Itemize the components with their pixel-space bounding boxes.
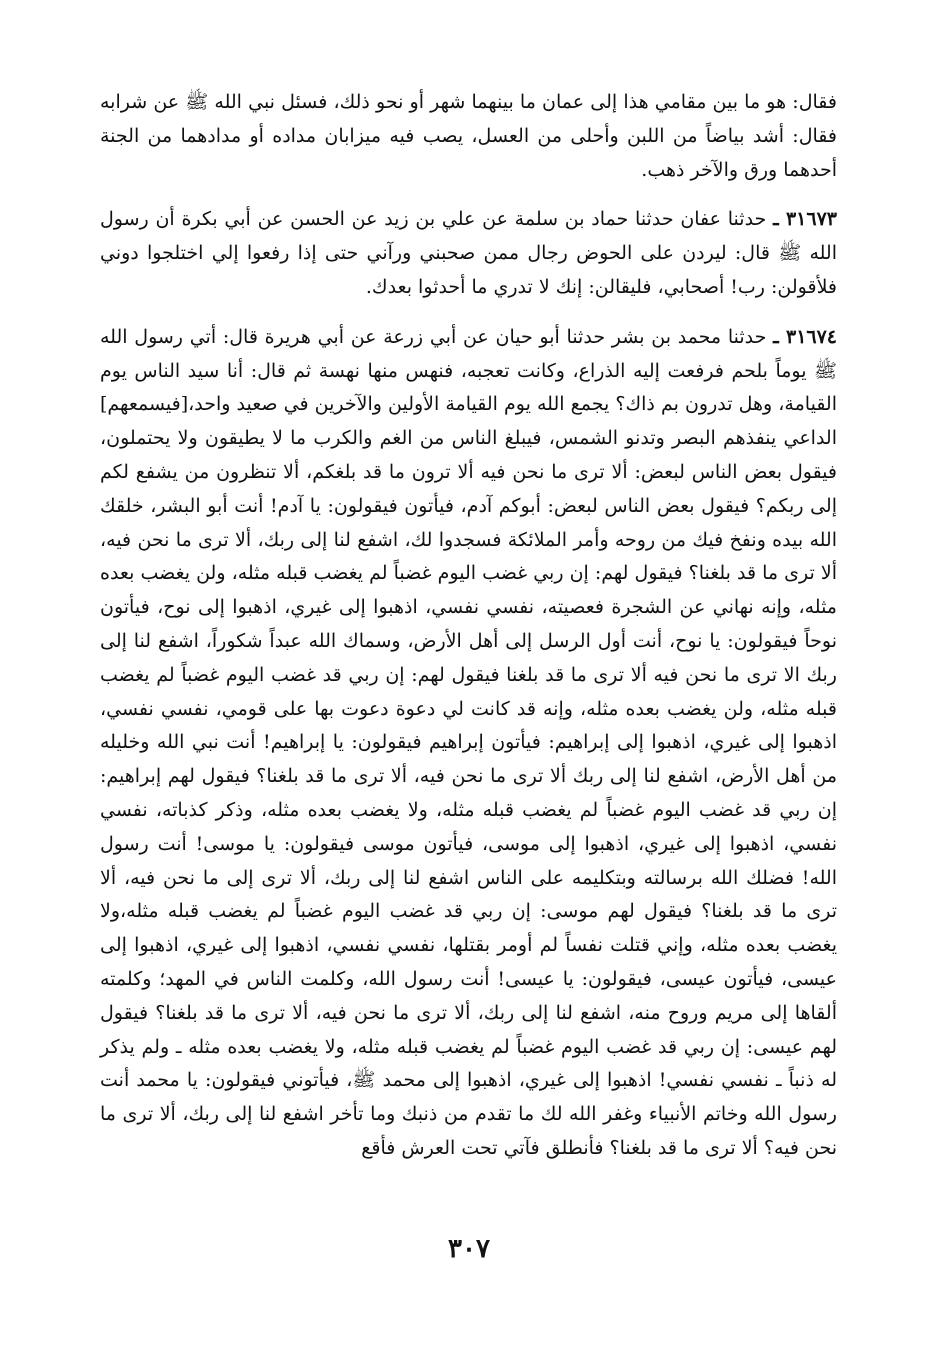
hadith-number: ٣١٦٧٣ ـ <box>773 208 837 231</box>
paragraph-text: حدثنا عفان حدثنا حماد بن سلمة عن علي بن زيد عن الحسن عن أبي بكرة أن رسول الله ﷺ قال: ليردن على الحوض رجال ممن صحبني ورآني حتى إذا رفعوا إلي اختلجوا دوني فلأقولن: رب! أصحابي، فليقالن: إنك لا تدري ما أحدثوا بعدك. <box>100 208 837 298</box>
page-text <box>100 86 837 1166</box>
hadith-31674 <box>100 321 837 1166</box>
paragraph-text: فقال: هو ما بين مقامي هذا إلى عمان ما بينهما شهر أو نحو ذلك، فسئل نبي الله ﷺ عن شرابه فقال: أشد بياضاً من اللبن وأحلى من العسل، يصب فيه ميزابان مداده أو مدادهما من الجنة أحدهما ورق والآخر ذهب. <box>100 91 837 181</box>
paragraph-continuation <box>100 86 837 187</box>
paragraph-text: حدثنا محمد بن بشر حدثنا أبو حيان عن أبي زرعة عن أبي هريرة قال: أتي رسول الله ﷺ يوماً بلحم فرفعت إليه الذراع، وكانت تعجبه، فنهس منها نهسة ثم قال: أنا سيد الناس يوم القيامة، وهل تدرون بم ذاك؟ يجمع الله يوم القيامة الأولين والآخرين في صعيد واحد،[فيسمعهم] الداعي ينفذهم البصر وتدنو الشمس، فيبلغ الناس من الغم والكرب ما لا يطيقون ولا يحتملون، فيقول بعض الناس لبعض: ألا ترى ما نحن فيه ألا ترون ما قد بلغكم، ألا تنظرون من يشفع لكم إلى ربكم؟ فيقول بعض الناس لبعض: أبوكم آدم، فيأتون فيقولون: يا آدم! أنت أبو البشر، خلقك الله بيده ونفخ فيك من روحه وأمر الملائكة فسجدوا لك، اشفع لنا إلى ربك، ألا ترى ما نحن فيه، ألا ترى ما قد بلغنا؟ فيقول لهم: إن ربي غضب اليوم غضباً لم يغضب قبله مثله، ولن يغضب بعده مثله، وإنه نهاني عن الشجرة فعصيته، نفسي نفسي، اذهبوا إلى غيري، اذهبوا إلى نوح، فيأتون نوحاً فيقولون: يا نوح، أنت أول الرسل إلى أهل الأرض، وسماك الله عبداً شكوراً، اشفع لنا إلى ربك الا ترى ما نحن فيه ألا ترى ما قد بلغنا فيقول لهم: إن ربي قد غضب اليوم غضباً لم يغضب قبله مثله، ولن يغضب بعده مثله، وإنه قد كانت لي دعوة دعوت بها على قومي، نفسي نفسي، اذهبوا إلى غيري، اذهبوا إلى إبراهيم: فيأتون إبراهيم فيقولون: يا إبراهيم! أنت نبي الله وخليله من أهل الأرض، اشفع لنا إلى ربك ألا ترى ما نحن فيه، ألا ترى ما قد بلغنا؟ فيقول لهم إبراهيم: إن ربي قد غضب اليوم غضباً لم يغضب قبله مثله، ولا يغضب بعده مثله، وذكر كذباته، نفسي نفسي، اذهبوا إلى غيري، اذهبوا إلى موسى، فيأتون موسى فيقولون: يا موسى! أنت رسول الله! فضلك الله برسالته وبتكليمه على الناس اشفع لنا إلى ربك، ألا ترى إلى ما نحن فيه، ألا ترى ما قد بلغنا؟ فيقول لهم موسى: إن ربي قد غضب اليوم غضباً لم يغضب قبله مثله،ولا يغضب بعده مثله، وإني قتلت نفساً لم أومر بقتلها، نفسي نفسي، اذهبوا إلى غيري، اذهبوا إلى عيسى، فيأتون عيسى، فيقولون: يا عيسى! أنت رسول الله، وكلمت الناس في المهد؛ وكلمته ألقاها إلى مريم وروح منه، اشفع لنا إلى ربك، ألا ترى ما نحن فيه، ألا ترى ما قد بلغنا؟ فيقول لهم عيسى: إن ربي قد غضب اليوم غضباً لم يغضب قبله مثله، ولا يغضب بعده مثله ـ ولم يذكر له ذنباً ـ نفسي نفسي! اذهبوا إلى غيري، اذهبوا إلى محمد ﷺ، فيأتوني فيقولون: يا محمد أنت رسول الله وخاتم الأنبياء وغفر الله لك ما تقدم من ذنبك وما تأخر اشفع لنا إلى ربك، ألا ترى ما نحن فيه؟ ألا ترى ما قد بلغنا؟ فأنطلق فآتي تحت العرش فأقع <box>100 325 837 1159</box>
page-number: ٣٠٧ <box>448 1234 490 1264</box>
hadith-number: ٣١٦٧٤ ـ <box>773 325 838 348</box>
hadith-31673 <box>100 203 837 304</box>
